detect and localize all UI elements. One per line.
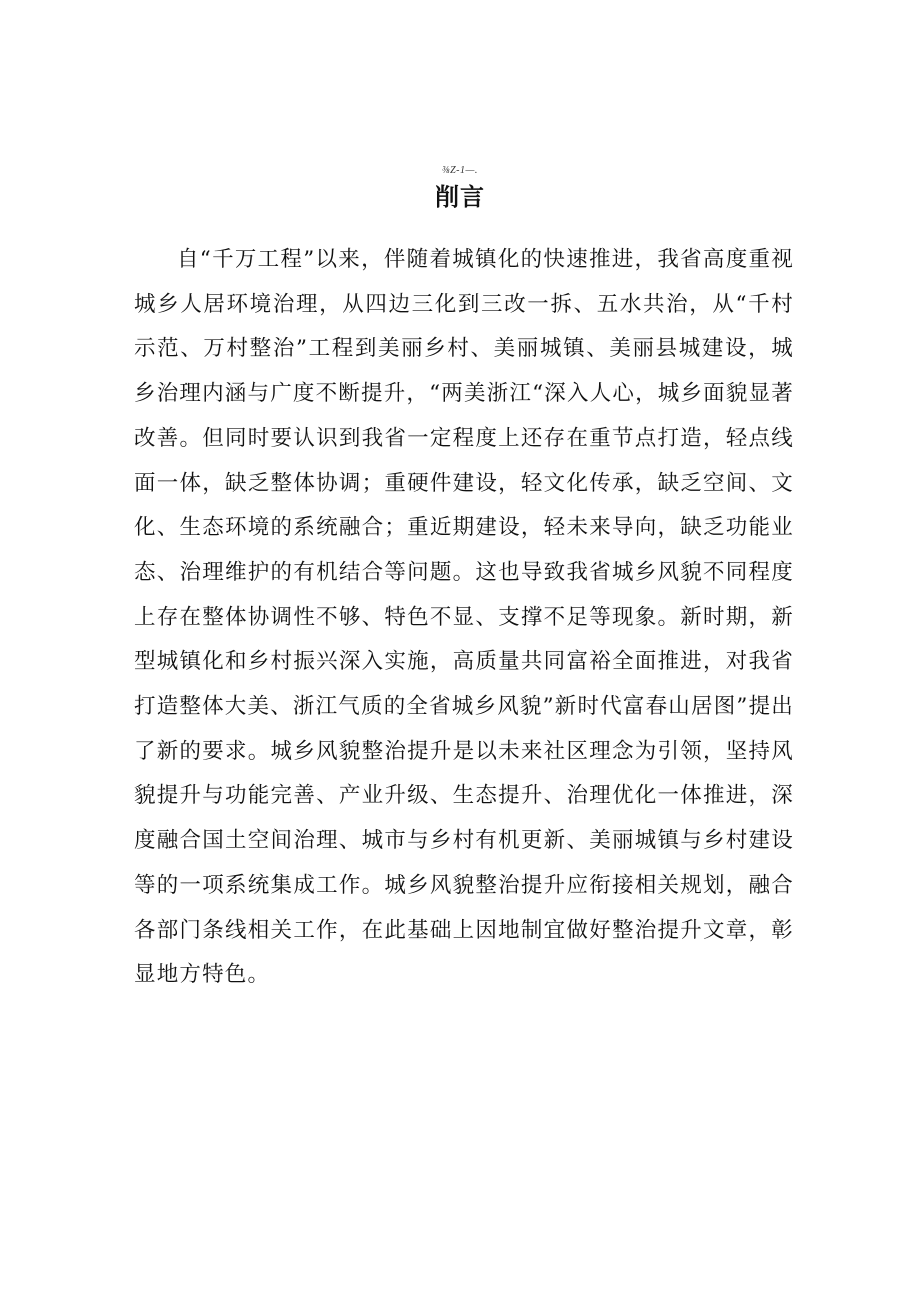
body-paragraph: 自“千万工程”以来，伴随着城镇化的快速推进，我省高度重视城乡人居环境治理，从四边三化到三改一拆、五水共治，从“千村示范、万村整治”工程到美丽乡村、美丽城镇、美丽县城建设，城乡治理内涵与广度不断提升，“两美浙江“深入人心，城乡面貌显著改善。但同时要认识到我省一定程度上还存在重节点打造，轻点线面一体，缺乏整体协调；重硬件建设，轻文化传承，缺乏空间、文化、生态环境的系统融合；重近期建设，轻未来导向，缺乏功能业态、治理维护的有机结合等问题。这也导致我省城乡风貌不同程度上存在整体协调性不够、特色不显、支撑不足等现象。新时期，新型城镇化和乡村振兴深入实施，高质量共同富裕全面推进，对我省打造整体大美、浙江气质的全省城乡风貌”新时代富春山居图”提出了新的要求。城乡风貌整治提升是以未来社区理念为引领，坚持风貌提升与功能完善、产业升级、生态提升、治理优化一体推进，深度融合国土空间治理、城市与乡村有机更新、美丽城镇与乡村建设等的一项系统集成工作。城乡风貌整治提升应衔接相关规划，融合各部门条线相关工作，在此基础上因地制宜做好整治提升文章，彰显地方特色。 (134, 247, 794, 988)
page-title: 削言 (435, 183, 485, 211)
header-mark: ⅜Z-1—. (442, 165, 478, 176)
